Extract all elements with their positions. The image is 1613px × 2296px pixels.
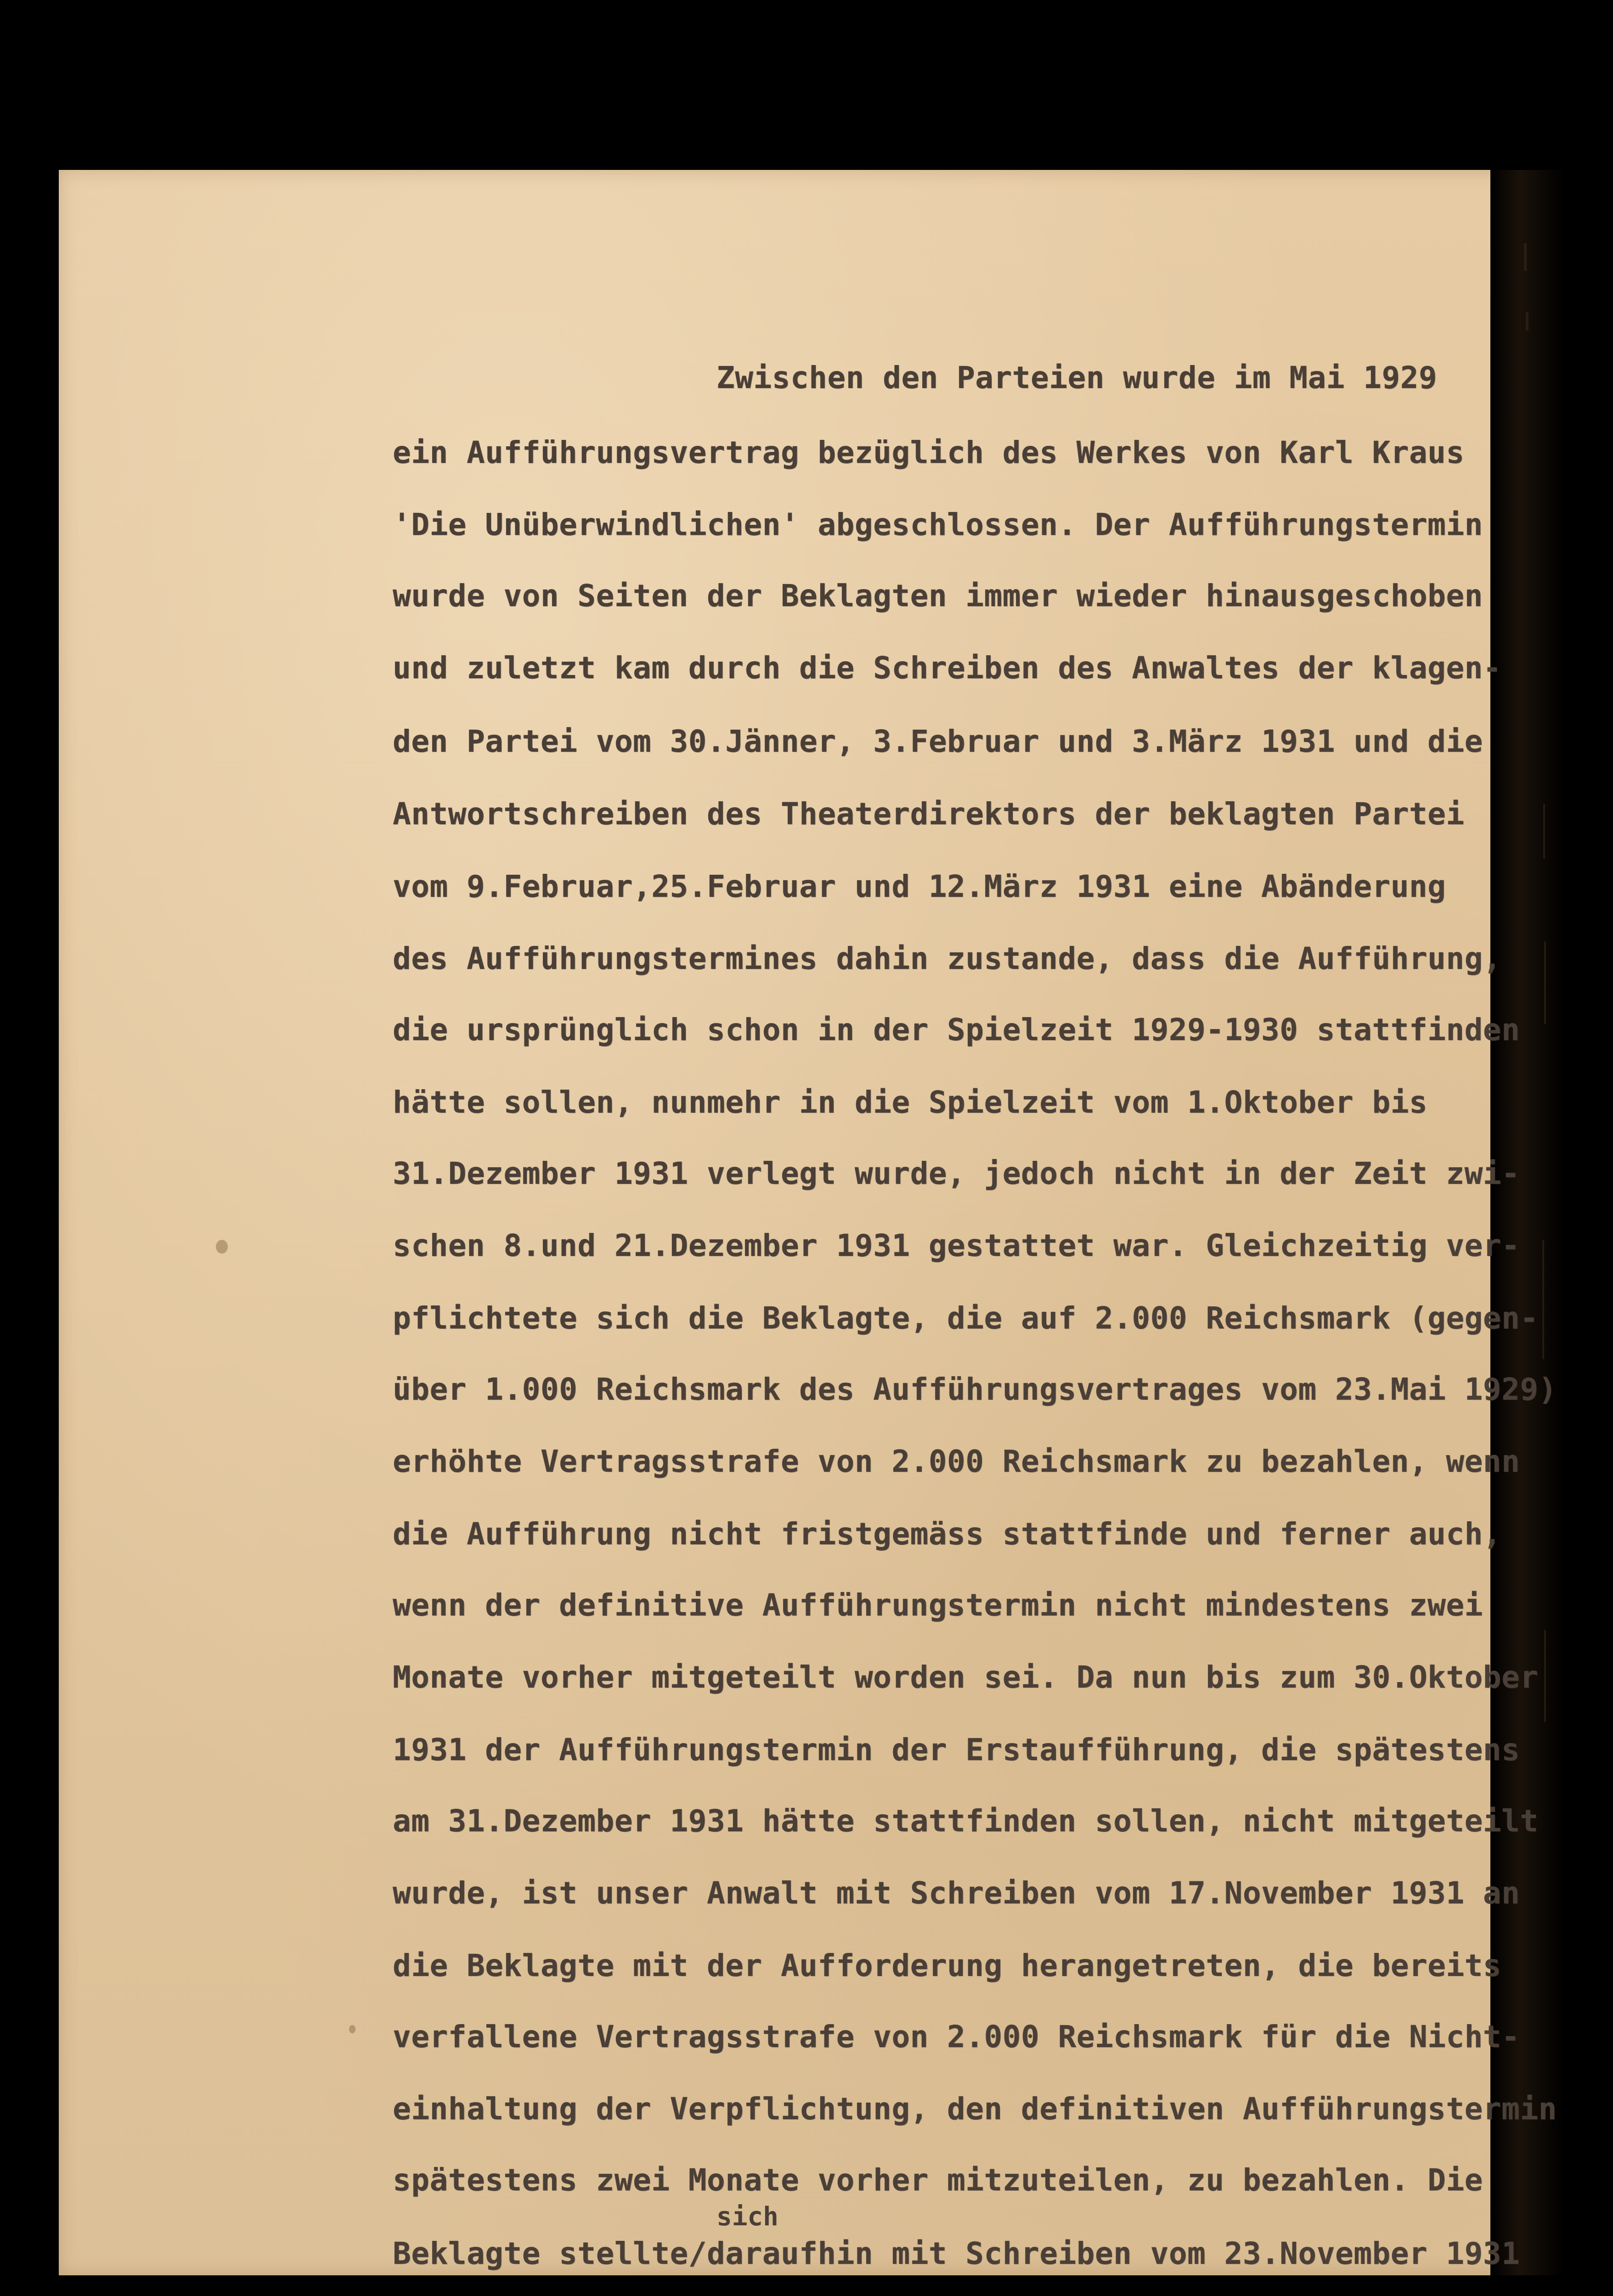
text-line: Beklagte stellte/daraufhin mit Schreiben vom 23.November 1931 — [393, 2236, 1520, 2271]
edge-mark — [1542, 1240, 1544, 1359]
text-line: wurde, ist unser Anwalt mit Schreiben vom 17.November 1931 an — [393, 1875, 1520, 1911]
edge-mark — [1544, 1630, 1546, 1722]
text-line: 31.Dezember 1931 verlegt wurde, jedoch nicht in der Zeit zwi- — [393, 1156, 1520, 1191]
text-line: und zuletzt kam durch die Schreiben des Anwaltes der klagen- — [393, 650, 1502, 686]
text-line: pflichtete sich die Beklagte, die auf 2.000 Reichsmark (gegen- — [393, 1300, 1539, 1336]
text-line: Monate vorher mitgeteilt worden sei. Da nun bis zum 30.Oktober — [393, 1660, 1539, 1695]
text-line: über 1.000 Reichsmark des Aufführungsvertrages vom 23.Mai 1929) — [393, 1372, 1557, 1407]
paper-spot — [216, 1240, 228, 1254]
edge-mark — [1524, 243, 1527, 271]
edge-mark — [1544, 941, 1546, 1024]
text-line: hätte sollen, nunmehr in die Spielzeit vom 1.Oktober bis — [393, 1085, 1428, 1120]
text-line: die Beklagte mit der Aufforderung herangetreten, die bereits — [393, 1948, 1502, 1983]
text-line: 1931 der Aufführungstermin der Erstaufführung, die spätestens — [393, 1732, 1520, 1767]
text-line: Zwischen den Parteien wurde im Mai 1929 — [716, 360, 1438, 395]
text-line: vom 9.Februar,25.Februar und 12.März 1931 eine Abänderung — [393, 869, 1446, 904]
text-line: den Partei vom 30.Jänner, 3.Februar und 3.März 1931 und die — [393, 724, 1483, 759]
text-line: erhöhte Vertragsstrafe von 2.000 Reichsmark zu bezahlen, wenn — [393, 1444, 1520, 1479]
text-line: wenn der definitive Aufführungstermin nicht mindestens zwei — [393, 1587, 1483, 1623]
text-line: am 31.Dezember 1931 hätte stattfinden sollen, nicht mitgeteilt — [393, 1803, 1539, 1839]
edge-mark — [1526, 312, 1528, 331]
text-line: 'Die Unüberwindlichen' abgeschlossen. Der Aufführungstermin — [393, 507, 1483, 542]
text-line: einhaltung der Verpflichtung, den definitiven Aufführungstermin — [393, 2091, 1557, 2127]
text-line: Antwortschreiben des Theaterdirektors der beklagten Partei — [393, 796, 1465, 832]
text-line: die ursprünglich schon in der Spielzeit 1929-1930 stattfinden — [393, 1012, 1520, 1047]
paper-spot — [349, 2025, 355, 2033]
text-line: verfallene Vertragsstrafe von 2.000 Reichsmark für die Nicht- — [393, 2019, 1520, 2054]
interlinear-insertion: sich — [716, 2202, 778, 2232]
text-line: wurde von Seiten der Beklagten immer wieder hinausgeschoben — [393, 578, 1483, 613]
text-line: schen 8.und 21.Dezember 1931 gestattet war. Gleichzeitig ver- — [393, 1228, 1520, 1263]
text-line: des Aufführungstermines dahin zustande, dass die Aufführung, — [393, 941, 1502, 976]
text-line: spätestens zwei Monate vorher mitzuteilen, zu bezahlen. Die — [393, 2162, 1483, 2198]
edge-mark — [1543, 804, 1545, 859]
text-line: ein Aufführungsvertrag bezüglich des Werkes von Karl Kraus — [393, 435, 1465, 470]
text-line: die Aufführung nicht fristgemäss stattfinde und ferner auch, — [393, 1516, 1502, 1552]
